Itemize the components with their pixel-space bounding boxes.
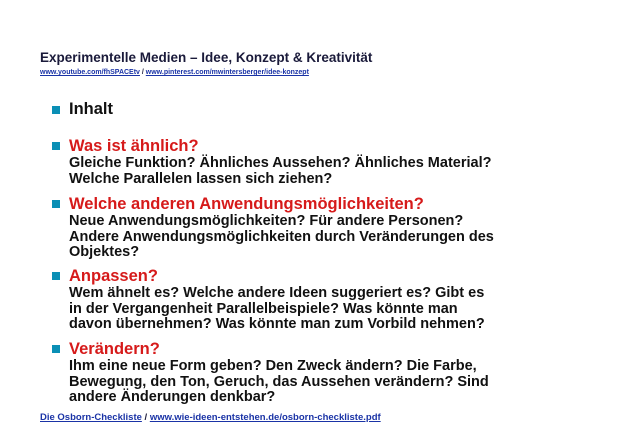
bullet-title: Welche anderen Anwendungsmöglichkeiten? [69,195,424,213]
square-bullet-icon [52,345,60,353]
osborn-checklist-link[interactable]: Die Osborn-Checkliste [40,412,142,423]
bullet-body: Ihm eine neue Form geben? Den Zweck ändern? Die Farbe, Bewegung, den Ton, Geruch, das Aussehen verändern? Sind andere Änderungen denkbar? [69,358,489,405]
square-bullet-icon [52,142,60,150]
pdf-link[interactable]: www.wie-ideen-entstehen.de/osborn-checkliste.pdf [149,412,381,423]
square-bullet-icon [52,106,60,114]
bullet-title: Inhalt [69,100,113,118]
bullet-title: Anpassen? [69,267,158,285]
bullet-title: Verändern? [69,340,160,358]
square-bullet-icon [52,272,60,280]
youtube-link[interactable]: www.youtube.com/fhSPACEtv [40,69,140,76]
bullet-item [52,267,485,333]
bullet-item [52,195,494,261]
footer-source [40,412,381,423]
square-bullet-icon [52,200,60,208]
pinterest-link[interactable]: www.pinterest.com/mwintersberger/idee-konzept [145,69,309,76]
footer-link-separator: / [141,412,150,423]
header-links [40,69,309,76]
header-link-separator: / [139,69,146,76]
bullet-item [52,340,489,406]
bullet-inhalt [52,100,113,118]
slide-title: Experimentelle Medien – Idee, Konzept & Kreativität [40,50,373,65]
bullet-body: Neue Anwendungsmöglichkeiten? Für andere Personen? Andere Anwendungsmöglichkeiten durch Veränderungen des Objektes? [69,213,494,260]
bullet-body: Wem ähnelt es? Welche andere Ideen suggeriert es? Gibt es in der Vergangenheit Parallelbeispiele? Was könnte man davon übernehmen? Was könnte man zum Vorbild nehmen? [69,285,485,332]
bullet-item [52,137,491,187]
bullet-body: Gleiche Funktion? Ähnliches Aussehen? Ähnliches Material? Welche Parallelen lassen sich ziehen? [69,155,492,187]
bullet-title: Was ist ähnlich? [69,137,199,155]
